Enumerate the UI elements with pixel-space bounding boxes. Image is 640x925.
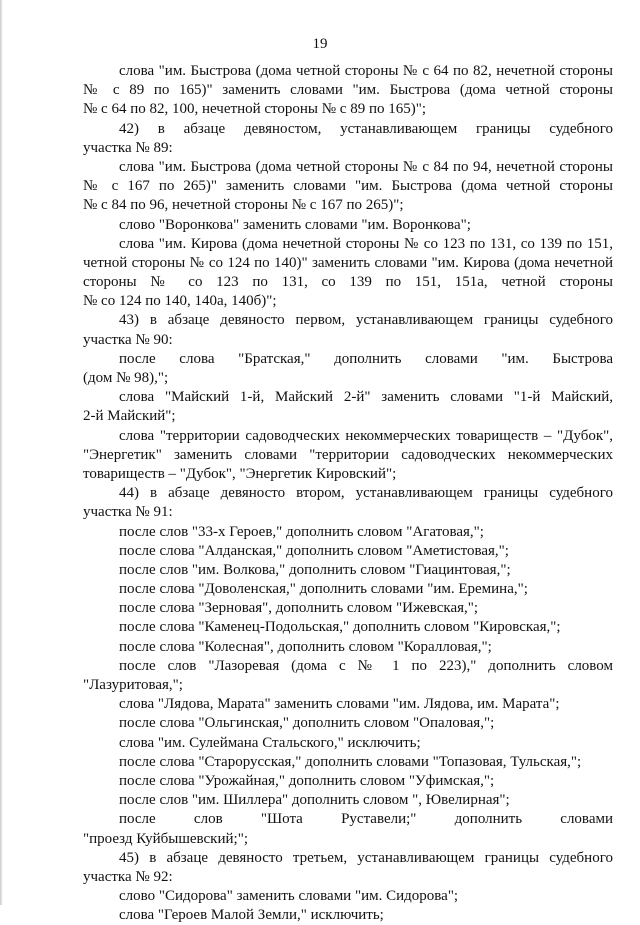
text-line: 2-й Майский"; xyxy=(83,408,176,425)
text-line: участка № 90: xyxy=(83,331,173,348)
text-line: слова "Героев Малой Земли," исключить; xyxy=(119,907,384,924)
text-line: слова "территории садоводческих некоммерческих товариществ – "Дубок", xyxy=(119,427,613,444)
text-line: стороны № со 123 по 131, со 139 по 151, 151а, четной стороны xyxy=(83,274,613,291)
text-line: после слов "им. Шиллера" дополнить словом ", Ювелирная"; xyxy=(119,792,510,809)
text-line: 44) в абзаце девяносто втором, устанавливающем границы судебного xyxy=(119,485,613,502)
text-line: № со 124 по 140, 140а, 140б)"; xyxy=(83,293,277,310)
text-line: слова "им. Быстрова (дома четной стороны № с 64 по 82, нечетной стороны xyxy=(119,63,613,79)
text-line: (дом № 98),"; xyxy=(83,370,169,386)
text-line: слова "им. Быстрова (дома четной стороны № с 84 по 94, нечетной стороны xyxy=(119,158,613,175)
text-line: после слов "33-х Героев," дополнить словом "Агатовая,"; xyxy=(119,523,484,540)
text-line: слово "Воронкова" заменить словами "им. Воронкова"; xyxy=(119,216,471,233)
text-line: после слова "Ольгинская," дополнить словом "Опаловая,"; xyxy=(119,715,495,732)
text-line: после слова "Зерновая", дополнить словом "Ижевская,"; xyxy=(119,600,479,617)
text-line: слова "Лядова, Марата" заменить словами "им. Лядова, им. Марата"; xyxy=(119,696,560,713)
text-line: 42) в абзаце девяностом, устанавливающем границы судебного xyxy=(119,120,613,137)
text-line: слова "Майский 1-й, Майский 2-й" заменить словами "1-й Майский, xyxy=(119,389,613,406)
text-line: после слова "Братская," дополнить словами "им. Быстрова xyxy=(119,350,613,367)
text-line: "Энергетик" заменить словами "территории садоводческих некоммерческих xyxy=(83,446,613,463)
text-line: "Лазуритовая,"; xyxy=(83,677,183,693)
text-line: участка № 92: xyxy=(83,868,173,885)
text-line: слова "им. Кирова (дома нечетной стороны № со 123 по 131, со 139 по 151, xyxy=(119,235,613,252)
text-line: после слова "Колесная", дополнить словом "Коралловая,"; xyxy=(119,638,492,655)
text-line: после слов "Лазоревая (дома с № 1 по 223)," дополнить словом xyxy=(119,657,613,674)
text-line: четной стороны № со 124 по 140)" заменить словами "им. Кирова (дома нечетной xyxy=(83,254,613,271)
text-line: слова "им. Сулеймана Стальского," исключить; xyxy=(119,734,421,751)
text-line: после слова "Доволенская," дополнить словами "им. Еремина,"; xyxy=(119,581,528,598)
text-line: № с 84 по 96, нечетной стороны № с 167 по 265)"; xyxy=(83,197,404,214)
text-line: после слов "Шота Руставели;" дополнить словами xyxy=(119,811,613,828)
text-line: "проезд Куйбышевский;"; xyxy=(83,830,248,847)
text-line: после слова "Алданская," дополнить словом "Аметистовая,"; xyxy=(119,542,509,559)
text-line: участка № 89: xyxy=(83,139,173,156)
text-line: после слова "Каменец-Подольская," дополнить словом "Кировская,"; xyxy=(119,619,561,636)
text-line: слово "Сидорова" заменить словами "им. Сидорова"; xyxy=(119,888,459,905)
document-body xyxy=(83,62,613,925)
text-line: товариществ – "Дубок", "Энергетик Кировский"; xyxy=(83,465,397,482)
page-number: 19 xyxy=(312,36,328,52)
scan-edge-shadow xyxy=(0,0,3,905)
text-line: № с 89 по 165)" заменить словами "им. Быстрова (дома четной стороны xyxy=(83,82,613,99)
text-line: после слова "Старорусская," дополнить словами "Топазовая, Тульская,"; xyxy=(119,753,582,770)
text-line: после слов "им. Волкова," дополнить словом "Гиацинтовая,"; xyxy=(119,561,511,578)
text-line: № с 167 по 265)" заменить словами "им. Быстрова (дома четной стороны xyxy=(83,178,613,195)
text-line: участка № 91: xyxy=(83,504,173,521)
text-line: после слова "Урожайная," дополнить словом "Уфимская,"; xyxy=(119,772,495,789)
text-line: 45) в абзаце девяносто третьем, устанавливающем границы судебного xyxy=(119,849,613,866)
text-line: № с 64 по 82, 100, нечетной стороны № с 89 по 165)"; xyxy=(83,101,427,118)
text-line: 43) в абзаце девяносто первом, устанавливающем границы судебного xyxy=(119,312,613,329)
